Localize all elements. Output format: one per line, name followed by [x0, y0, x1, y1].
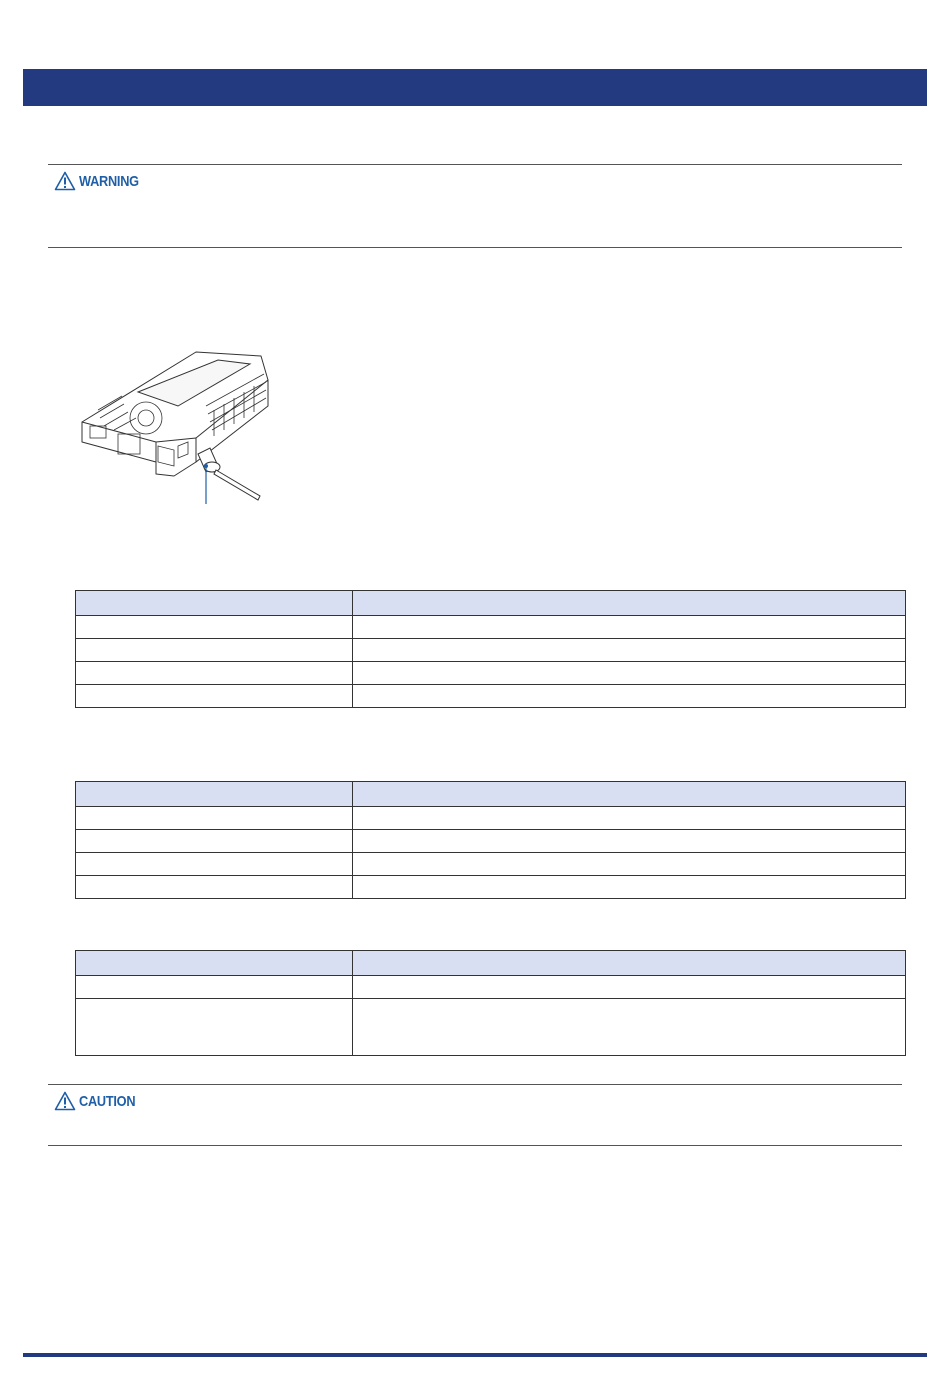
table-row: [76, 999, 906, 1056]
caution-heading: [54, 1091, 145, 1111]
table-header-row: [76, 782, 906, 807]
table-row: [76, 616, 906, 639]
table-row: [76, 639, 906, 662]
table-cell: [76, 999, 353, 1056]
table-cell: [76, 685, 353, 708]
table-cell: [353, 685, 906, 708]
device-cable-illustration: [78, 350, 308, 510]
table-cell: [353, 807, 906, 830]
warning-triangle-icon: [54, 171, 76, 191]
table-cell: [76, 853, 353, 876]
table-cell: [76, 639, 353, 662]
table-cell: [76, 591, 353, 616]
table-cell: [353, 591, 906, 616]
table-row: [76, 662, 906, 685]
table-header-row: [76, 951, 906, 976]
table-cell: [76, 830, 353, 853]
table-cell: [76, 616, 353, 639]
page-header-bar: [23, 69, 927, 106]
caution-triangle-icon: [54, 1091, 76, 1111]
table-cell: [76, 976, 353, 999]
table-cell: [353, 999, 906, 1056]
page-footer-bar: [23, 1353, 927, 1357]
table-cell: [76, 951, 353, 976]
table-cell: [353, 876, 906, 899]
spec-table-1: [75, 590, 906, 708]
table-cell: [353, 782, 906, 807]
table-cell: [353, 976, 906, 999]
caution-notice: [48, 1084, 902, 1146]
caution-label: CAUTION: [79, 1092, 136, 1110]
table-row: [76, 876, 906, 899]
warning-heading: [54, 171, 149, 191]
warning-notice: [48, 164, 902, 248]
table-header-row: [76, 591, 906, 616]
table-cell: [76, 782, 353, 807]
spec-table-2: [75, 781, 906, 899]
table-cell: [353, 639, 906, 662]
table-cell: [76, 662, 353, 685]
table-cell: [353, 616, 906, 639]
table-row: [76, 830, 906, 853]
spec-table-3: [75, 950, 906, 1056]
table-row: [76, 807, 906, 830]
table-row: [76, 685, 906, 708]
table-cell: [353, 830, 906, 853]
table-row: [76, 976, 906, 999]
table-cell: [353, 951, 906, 976]
table-cell: [76, 807, 353, 830]
table-row: [76, 853, 906, 876]
table-cell: [76, 876, 353, 899]
table-cell: [353, 662, 906, 685]
warning-label: WARNING: [79, 172, 139, 190]
table-cell: [353, 853, 906, 876]
